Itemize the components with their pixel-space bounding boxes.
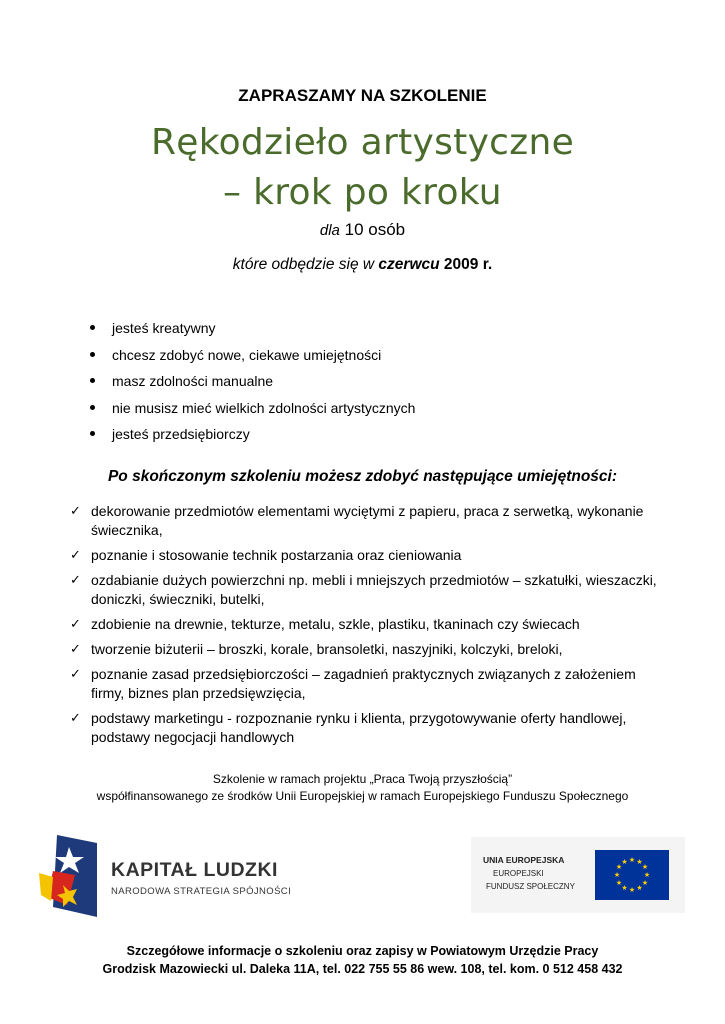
- eu-fund-line1: EUROPEJSKI: [493, 869, 544, 878]
- checkmark-icon: ✓: [70, 642, 81, 657]
- list-item: [90, 424, 415, 451]
- list-item: [90, 345, 415, 372]
- bullet-icon: [90, 431, 95, 436]
- checkmark-icon: ✓: [70, 617, 81, 632]
- checkmark-icon: ✓: [70, 667, 81, 682]
- list-item-text: tworzenie biżuterii – broszki, korale, bransoletki, naszyjniki, kolczyki, breloki,: [91, 641, 563, 657]
- list-item-text: podstawy marketingu - rozpoznanie rynku i klienta, przygotowywanie oferty handlowej, podstawy negocjacji handlowych: [91, 710, 627, 745]
- list-item: [70, 502, 670, 540]
- eu-logo: [471, 837, 685, 913]
- date-year: 2009 r.: [443, 256, 493, 273]
- list-item-text: masz zdolności manualne: [112, 373, 274, 389]
- svg-text:★: ★: [643, 871, 651, 879]
- eu-fund-line2: FUNDUSZ SPOŁECZNY: [486, 882, 575, 891]
- course-title-line1: Rękodzieło artystyczne: [150, 122, 575, 163]
- svg-text:★: ★: [628, 856, 636, 864]
- date-prefix: które odbędzie się w: [232, 256, 375, 273]
- list-item: [70, 546, 670, 565]
- checkmark-icon: ✓: [70, 711, 81, 726]
- list-item: [90, 318, 415, 345]
- list-item-text: dekorowanie przedmiotów elementami wyciętymi z papieru, praca z serwetką, wykonanie świecznika,: [91, 503, 644, 538]
- svg-text:★: ★: [636, 884, 643, 892]
- participants-count: 10 osób: [344, 220, 406, 239]
- list-item: [70, 571, 670, 609]
- list-item-text: poznanie i stosowanie technik postarzania oraz cieniowania: [91, 547, 462, 563]
- list-item: [70, 640, 670, 659]
- list-item: [70, 665, 670, 703]
- checkmark-icon: ✓: [70, 573, 81, 588]
- list-item-text: jesteś przedsiębiorczy: [112, 426, 250, 442]
- date-line: [0, 256, 725, 274]
- footer-line2: Grodzisk Mazowiecki ul. Daleka 11A, tel. 022 755 55 86 wew. 108, tel. kom. 0 512 458 432: [102, 962, 623, 976]
- kapital-ludzki-logo: [35, 827, 325, 933]
- svg-text:★: ★: [615, 879, 623, 887]
- eu-name: UNIA EUROPEJSKA: [483, 855, 565, 865]
- footer-line1: Szczegółowe informacje o szkoleniu oraz zapisy w Powiatowym Urzędzie Pracy: [126, 944, 599, 958]
- contact-footer: [0, 942, 725, 978]
- svg-text:★: ★: [613, 871, 621, 879]
- list-item-text: jesteś kreatywny: [112, 320, 216, 336]
- bullet-icon: [90, 325, 95, 330]
- list-item-text: zdobienie na drewnie, tekturze, metalu, szkle, plastiku, tkaninach czy świecach: [91, 616, 580, 632]
- course-title-line2: – krok po kroku: [223, 172, 502, 213]
- list-item-text: nie musisz mieć wielkich zdolności artystycznych: [112, 399, 416, 416]
- checkmark-icon: ✓: [70, 504, 81, 519]
- svg-text:★: ★: [621, 858, 628, 866]
- kapital-ludzki-emblem-icon: [39, 835, 101, 925]
- list-item: [90, 398, 415, 425]
- skills-heading: Po skończonym szkoleniu możesz zdobyć następujące umiejętności:: [107, 468, 618, 485]
- list-item-text: chcesz zdobyć nowe, ciekawe umiejętności: [112, 346, 382, 363]
- project-line2: współfinansowanego ze środków Unii Europejskiej w ramach Europejskiego Funduszu Społecznego: [96, 789, 629, 803]
- list-item-text: poznanie zasad przedsiębiorczości – zagadnień praktycznych związanych z założeniem firmy, biznes plan przedsięwzięcia,: [91, 666, 636, 701]
- kapital-ludzki-name: KAPITAŁ LUDZKI: [111, 859, 278, 881]
- eu-flag-icon: [595, 850, 669, 900]
- invite-heading: ZAPRASZAMY NA SZKOLENIE: [238, 86, 487, 105]
- audience-list: [90, 318, 415, 451]
- skills-list: [70, 502, 670, 747]
- bullet-icon: [90, 405, 95, 410]
- bullet-icon: [90, 378, 95, 383]
- logos-bar: [35, 827, 685, 933]
- list-item: [90, 371, 415, 398]
- date-month: czerwcu: [378, 256, 440, 273]
- project-line1: Szkolenie w ramach projektu „Praca Twoją przyszłością”: [212, 772, 513, 786]
- svg-text:★: ★: [641, 863, 649, 871]
- participants-line: [0, 220, 725, 240]
- project-note: [0, 771, 725, 805]
- list-item: [70, 709, 670, 747]
- svg-text:★: ★: [641, 879, 649, 887]
- checkmark-icon: ✓: [70, 548, 81, 563]
- svg-text:★: ★: [621, 884, 628, 892]
- svg-text:★: ★: [615, 863, 623, 871]
- list-item: [70, 615, 670, 634]
- svg-text:★: ★: [636, 858, 643, 866]
- list-item-text: ozdabianie dużych powierzchni np. mebli i mniejszych przedmiotów – szkatułki, wieszaczki, doniczki, świeczniki, butelki,: [91, 572, 657, 607]
- kapital-ludzki-subtitle: NARODOWA STRATEGIA SPÓJNOŚCI: [111, 886, 292, 897]
- participants-prefix: dla: [319, 222, 340, 239]
- svg-text:★: ★: [628, 886, 636, 894]
- bullet-icon: [90, 352, 95, 357]
